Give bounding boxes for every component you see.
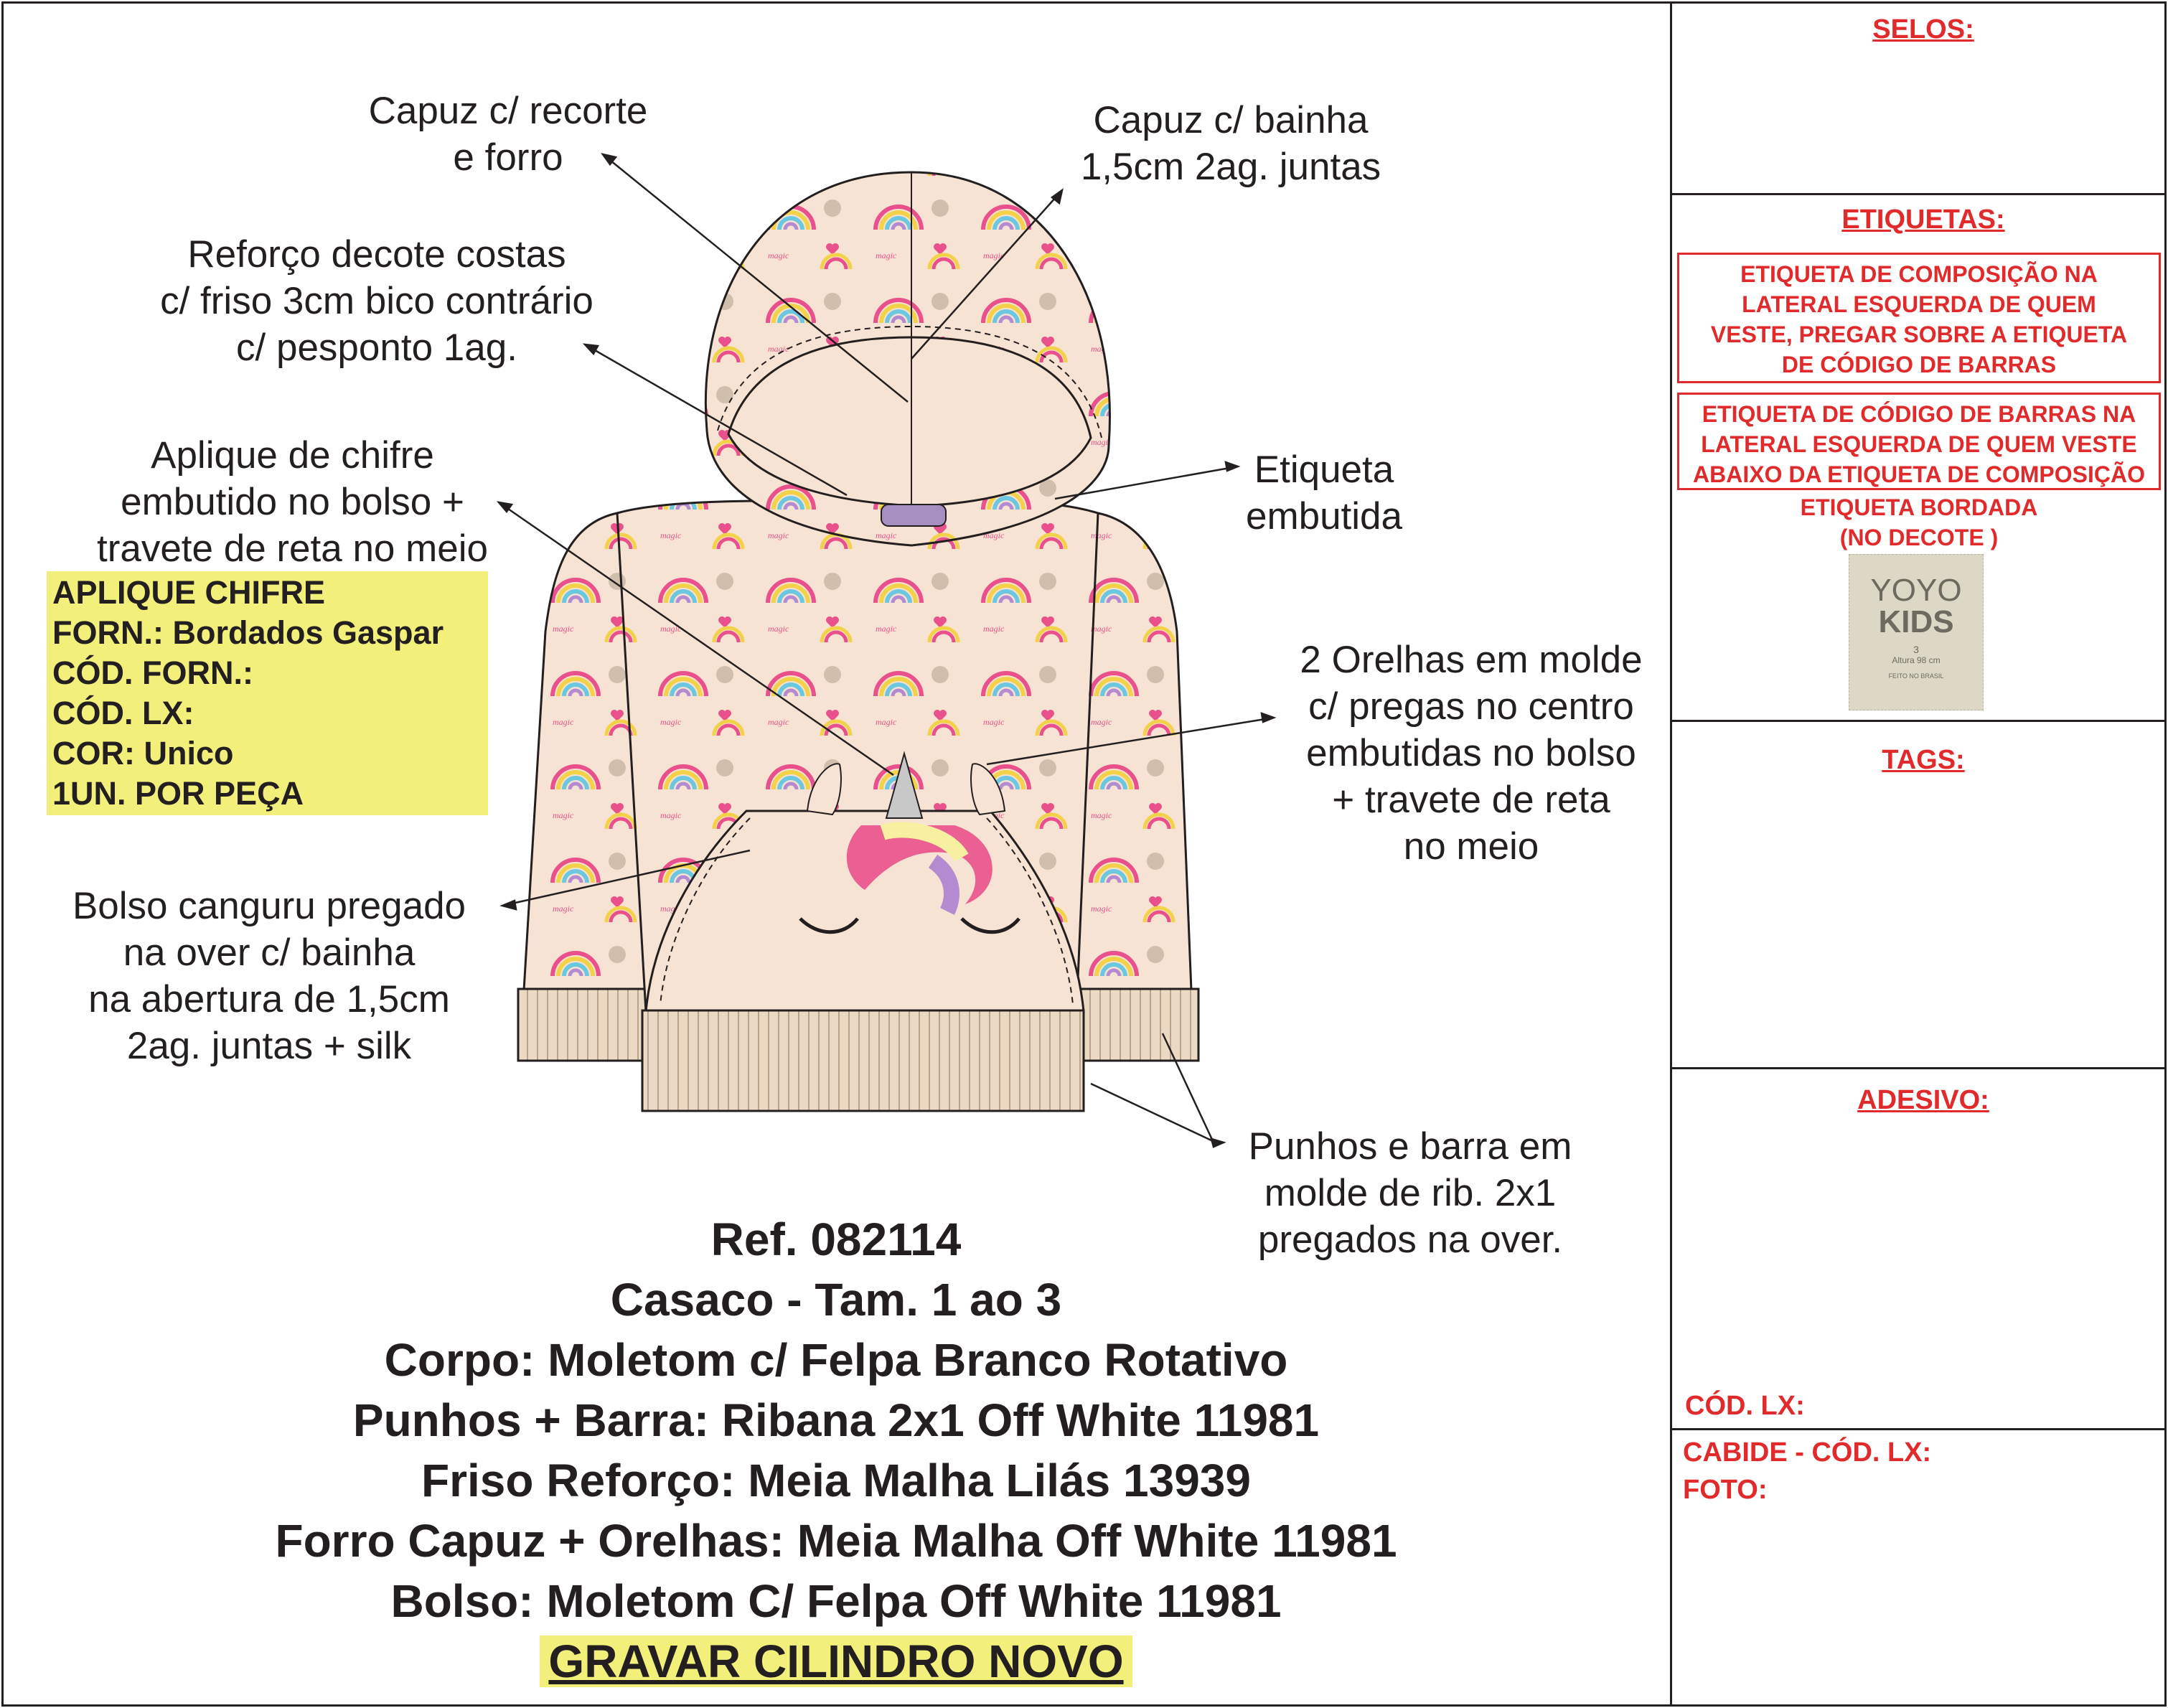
applique-line: CÓD. LX: (52, 695, 194, 731)
annotation-line: Bolso canguru pregado (72, 885, 466, 927)
selos-heading: SELOS: (1872, 14, 1974, 44)
cod-lx-label: CÓD. LX: (1685, 1391, 1805, 1421)
annotation-line: Capuz c/ bainha (1093, 99, 1369, 141)
annotation-line: 2 Orelhas em molde (1300, 639, 1643, 681)
spec-body: Corpo: Moletom c/ Felpa Branco Rotativo (384, 1334, 1288, 1386)
cabide-label: CABIDE - CÓD. LX: (1683, 1437, 1932, 1468)
applique-line: APLIQUE CHIFRE (52, 574, 326, 611)
annotation-line: na over c/ bainha (123, 932, 416, 974)
waist-rib (642, 1010, 1084, 1111)
label-line: LATERAL ESQUERDA DE QUEM VESTE (1701, 431, 2137, 457)
annotation-pocket (43, 883, 495, 1069)
label-line: ETIQUETA BORDADA (1800, 494, 2038, 520)
annotation-line: Aplique de chifre (151, 434, 434, 477)
annotation-label-inset (1231, 446, 1417, 540)
brand-line-2: KIDS (1878, 604, 1954, 639)
spec-pocket: Bolso: Moletom C/ Felpa Off White 11981 (390, 1575, 1282, 1627)
brand-line-1: YOYO (1870, 573, 1962, 608)
annotation-hood-hem (1044, 97, 1417, 190)
divider-etiquetas (1670, 720, 2167, 722)
applique-line: CÓD. FORN.: (52, 654, 253, 691)
brand-height: Altura 98 cm (1892, 655, 1941, 665)
spec-lining: Forro Capuz + Orelhas: Meia Malha Off White 11981 (275, 1515, 1397, 1567)
tags-heading: TAGS: (1882, 745, 1965, 775)
annotation-ears (1277, 637, 1665, 870)
label-line: ETIQUETA DE COMPOSIÇÃO NA (1740, 261, 2098, 287)
annotation-line: c/ pregas no centro (1308, 685, 1634, 728)
applique-line: 1UN. POR PEÇA (52, 775, 304, 812)
annotation-line: 2ag. juntas + silk (126, 1025, 412, 1067)
annotation-line: 1,5cm 2ag. juntas (1080, 146, 1381, 188)
label-line: ETIQUETA DE CÓDIGO DE BARRAS NA (1702, 401, 2136, 427)
brand-label (1849, 554, 1984, 710)
annotation-line: Punhos e barra em (1248, 1125, 1572, 1168)
brand-made-in: FEITO NO BRASIL (1888, 672, 1944, 680)
annotation-line: pregados na over. (1257, 1219, 1563, 1261)
brand-size: 3 (1913, 644, 1919, 655)
spec-product: Casaco - Tam. 1 ao 3 (610, 1274, 1062, 1325)
applique-line: FORN.: Bordados Gaspar (52, 614, 444, 651)
label-embroidered (1677, 492, 2161, 553)
adesivo-heading: ADESIVO: (1857, 1085, 1989, 1115)
annotation-line: + travete de reta (1332, 779, 1610, 821)
spec-block (29, 1209, 1643, 1691)
annotation-line: embutidas no bolso (1306, 732, 1636, 774)
label-line: ABAIXO DA ETIQUETA DE COMPOSIÇÃO (1693, 461, 2145, 487)
divider-selos (1670, 193, 2167, 195)
annotation-line: molde de rib. 2x1 (1264, 1172, 1557, 1214)
divider-tags (1670, 1067, 2167, 1069)
hood (705, 172, 1109, 545)
label-composition-box (1677, 253, 2161, 383)
applique-info-box (47, 571, 488, 815)
label-line: (NO DECOTE ) (1839, 525, 1999, 550)
annotation-line: e forro (453, 136, 563, 179)
annotation-line: no meio (1403, 825, 1539, 868)
spec-cuffs: Punhos + Barra: Ribana 2x1 Off White 11981 (352, 1394, 1320, 1446)
annotation-neck-reinforce (129, 231, 624, 371)
annotation-line: embutida (1245, 495, 1403, 538)
annotation-line: Capuz c/ recorte (368, 90, 648, 132)
annotation-line: embutido no bolso + (121, 481, 464, 523)
spec-ref: Ref. 082114 (710, 1214, 962, 1265)
label-line: DE CÓDIGO DE BARRAS (1781, 352, 2057, 377)
label-line: LATERAL ESQUERDA DE QUEM (1742, 291, 2096, 317)
etiquetas-heading: ETIQUETAS: (1841, 205, 2005, 235)
annotation-hood-cut (350, 88, 666, 181)
label-barcode-box (1677, 393, 2161, 490)
annotation-line: Etiqueta (1254, 449, 1394, 491)
annotation-line: Reforço decote costas (187, 233, 566, 276)
foto-label: FOTO: (1683, 1475, 1768, 1505)
annotation-horn-applique (68, 432, 517, 572)
annotation-line: c/ pesponto 1ag. (236, 327, 517, 369)
applique-line: COR: Unico (52, 735, 234, 771)
annotation-line: na abertura de 1,5cm (88, 978, 450, 1020)
divider-adesivo (1670, 1428, 2167, 1430)
spec-note: GRAVAR CILINDRO NOVO (540, 1636, 1132, 1687)
annotation-line: c/ friso 3cm bico contrário (160, 280, 593, 322)
label-line: VESTE, PREGAR SOBRE A ETIQUETA (1710, 322, 2128, 347)
annotation-line: travete de reta no meio (96, 527, 489, 570)
spec-trim: Friso Reforço: Meia Malha Lilás 13939 (421, 1455, 1251, 1506)
